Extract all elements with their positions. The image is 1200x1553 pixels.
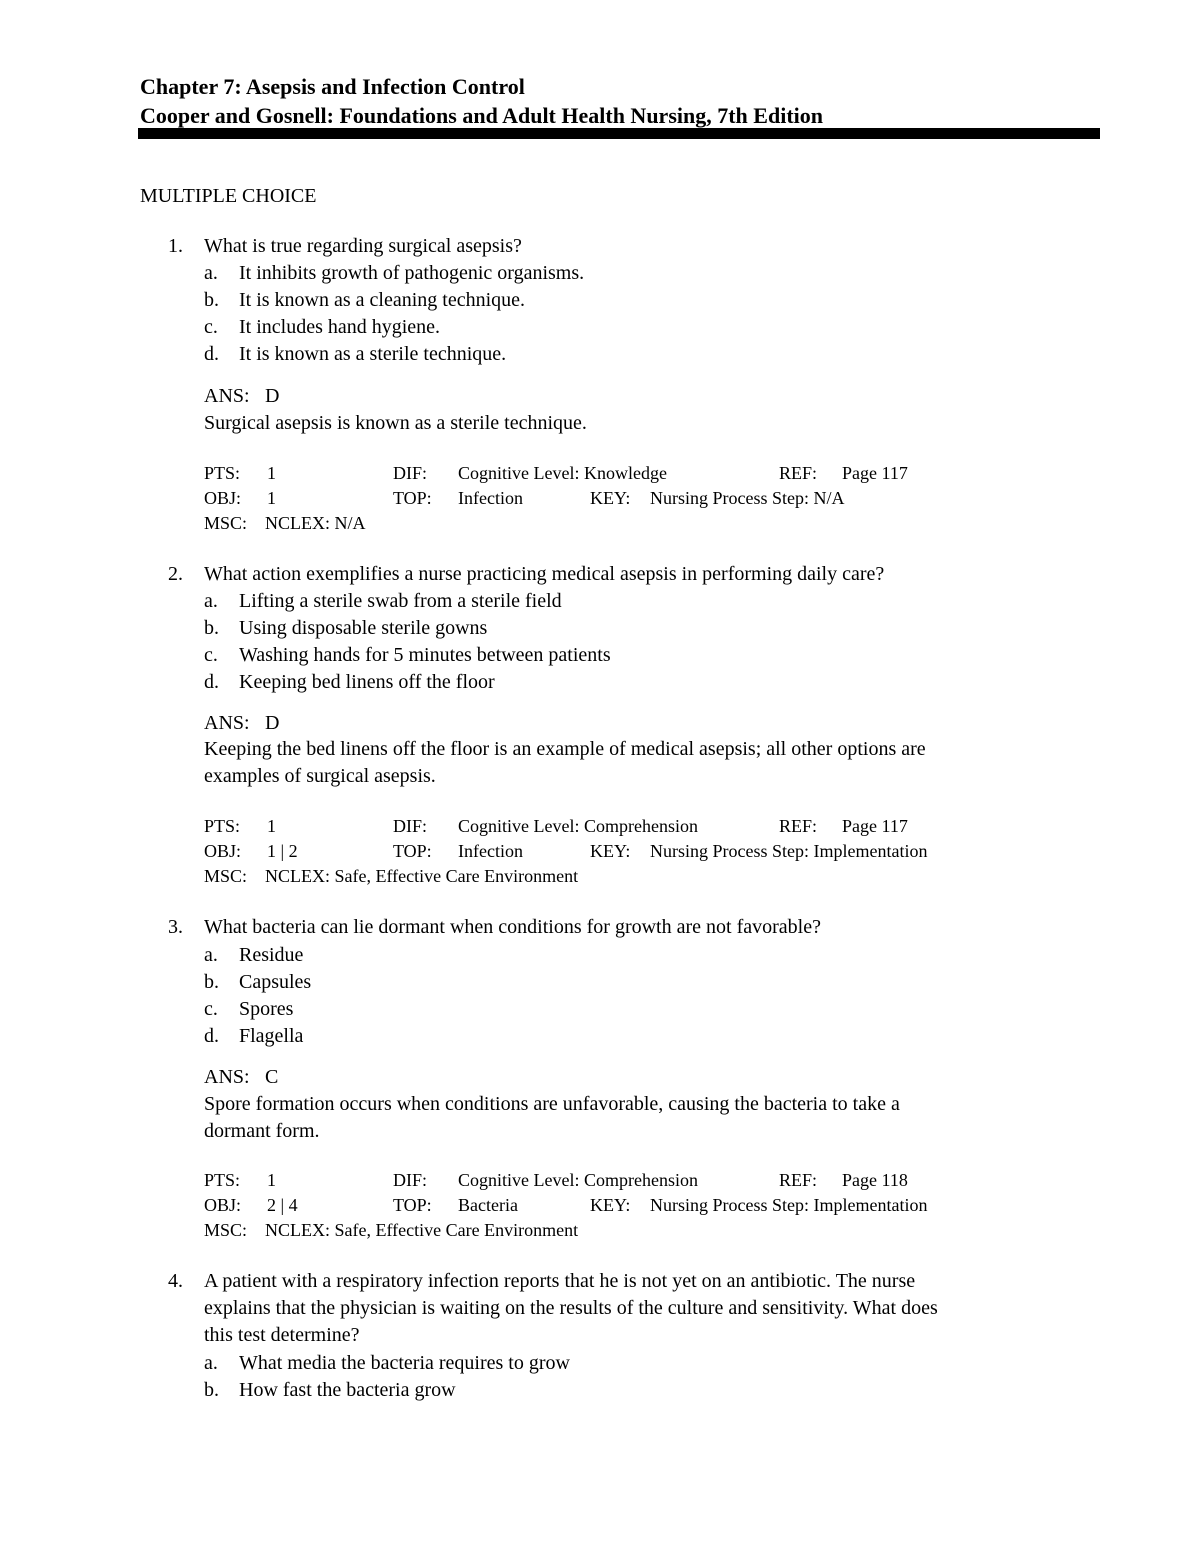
dif-label: DIF: bbox=[393, 463, 428, 483]
option-letter: c. bbox=[204, 316, 218, 338]
section-heading: MULTIPLE CHOICE bbox=[140, 185, 317, 207]
option-text: Lifting a sterile swab from a sterile field bbox=[239, 590, 562, 612]
obj-value: 2 | 4 bbox=[267, 1195, 298, 1215]
option-letter: a. bbox=[204, 590, 218, 612]
answer-value: D bbox=[265, 712, 280, 734]
option-letter: a. bbox=[204, 944, 218, 966]
option-text: Residue bbox=[239, 944, 304, 966]
option-letter: a. bbox=[204, 1352, 218, 1374]
option-text: Flagella bbox=[239, 1025, 304, 1047]
chapter-title: Chapter 7: Asepsis and Infection Control bbox=[140, 74, 525, 99]
option-text: It is known as a cleaning technique. bbox=[239, 289, 526, 311]
dif-value: Cognitive Level: Comprehension bbox=[458, 1170, 698, 1190]
obj-label: OBJ: bbox=[204, 488, 242, 508]
rationale-line: Spore formation occurs when conditions are unfavorable, causing the bacteria to take a bbox=[204, 1093, 900, 1115]
answer-value: D bbox=[265, 385, 280, 407]
top-label: TOP: bbox=[393, 488, 432, 508]
option-letter: b. bbox=[204, 289, 219, 311]
option-text: Washing hands for 5 minutes between patients bbox=[239, 644, 611, 666]
rationale-line: Keeping the bed linens off the floor is an example of medical asepsis; all other options are bbox=[204, 738, 926, 760]
msc-value: NCLEX: N/A bbox=[265, 513, 366, 533]
top-value: Infection bbox=[458, 841, 523, 861]
pts-value: 1 bbox=[267, 816, 276, 836]
question-number: 4. bbox=[168, 1270, 183, 1292]
option-letter: c. bbox=[204, 644, 218, 666]
option-text: It is known as a sterile technique. bbox=[239, 343, 507, 365]
answer-label: ANS: bbox=[204, 712, 250, 734]
question-stem: this test determine? bbox=[204, 1324, 360, 1346]
ref-value: Page 117 bbox=[842, 463, 908, 483]
top-label: TOP: bbox=[393, 1195, 432, 1215]
ref-label: REF: bbox=[779, 1170, 818, 1190]
msc-value: NCLEX: Safe, Effective Care Environment bbox=[265, 866, 579, 886]
book-title: Cooper and Gosnell: Foundations and Adult Health Nursing, 7th Edition bbox=[140, 103, 823, 128]
option-letter: c. bbox=[204, 998, 218, 1020]
dif-label: DIF: bbox=[393, 1170, 428, 1190]
top-value: Infection bbox=[458, 488, 523, 508]
option-text: Spores bbox=[239, 998, 294, 1020]
ref-label: REF: bbox=[779, 463, 818, 483]
top-label: TOP: bbox=[393, 841, 432, 861]
key-label: KEY: bbox=[590, 841, 631, 861]
dif-value: Cognitive Level: Knowledge bbox=[458, 463, 667, 483]
option-text: What media the bacteria requires to grow bbox=[239, 1352, 570, 1374]
pts-label: PTS: bbox=[204, 463, 241, 483]
question-stem: explains that the physician is waiting on the results of the culture and sensitivity. What does bbox=[204, 1297, 938, 1319]
key-value: Nursing Process Step: Implementation bbox=[650, 1195, 928, 1215]
dif-label: DIF: bbox=[393, 816, 428, 836]
option-letter: d. bbox=[204, 343, 219, 365]
header-rule bbox=[138, 128, 1100, 139]
question-number: 1. bbox=[168, 235, 183, 257]
key-value: Nursing Process Step: N/A bbox=[650, 488, 845, 508]
option-letter: d. bbox=[204, 671, 219, 693]
rationale-line: Surgical asepsis is known as a sterile technique. bbox=[204, 412, 587, 434]
question-stem: What is true regarding surgical asepsis? bbox=[204, 235, 522, 257]
top-value: Bacteria bbox=[458, 1195, 518, 1215]
pts-value: 1 bbox=[267, 1170, 276, 1190]
pts-label: PTS: bbox=[204, 1170, 241, 1190]
msc-label: MSC: bbox=[204, 513, 248, 533]
option-letter: d. bbox=[204, 1025, 219, 1047]
question-stem: What action exemplifies a nurse practicing medical asepsis in performing daily care? bbox=[204, 563, 885, 585]
option-text: Keeping bed linens off the floor bbox=[239, 671, 495, 693]
ref-value: Page 117 bbox=[842, 816, 908, 836]
option-text: How fast the bacteria grow bbox=[239, 1379, 456, 1401]
answer-label: ANS: bbox=[204, 385, 250, 407]
ref-label: REF: bbox=[779, 816, 818, 836]
msc-label: MSC: bbox=[204, 866, 248, 886]
obj-label: OBJ: bbox=[204, 841, 242, 861]
msc-label: MSC: bbox=[204, 1220, 248, 1240]
option-letter: b. bbox=[204, 617, 219, 639]
msc-value: NCLEX: Safe, Effective Care Environment bbox=[265, 1220, 579, 1240]
option-letter: b. bbox=[204, 971, 219, 993]
option-letter: b. bbox=[204, 1379, 219, 1401]
rationale-line: examples of surgical asepsis. bbox=[204, 765, 436, 787]
key-label: KEY: bbox=[590, 1195, 631, 1215]
key-label: KEY: bbox=[590, 488, 631, 508]
pts-label: PTS: bbox=[204, 816, 241, 836]
option-text: It includes hand hygiene. bbox=[239, 316, 441, 338]
answer-value: C bbox=[265, 1066, 279, 1088]
rationale-line: dormant form. bbox=[204, 1120, 320, 1142]
pts-value: 1 bbox=[267, 463, 276, 483]
question-stem: What bacteria can lie dormant when conditions for growth are not favorable? bbox=[204, 916, 821, 938]
question-number: 2. bbox=[168, 563, 183, 585]
obj-value: 1 bbox=[267, 488, 276, 508]
option-letter: a. bbox=[204, 262, 218, 284]
question-number: 3. bbox=[168, 916, 183, 938]
question-stem: A patient with a respiratory infection reports that he is not yet on an antibiotic. The nurse bbox=[204, 1270, 916, 1292]
option-text: It inhibits growth of pathogenic organisms. bbox=[239, 262, 585, 284]
dif-value: Cognitive Level: Comprehension bbox=[458, 816, 698, 836]
obj-value: 1 | 2 bbox=[267, 841, 298, 861]
key-value: Nursing Process Step: Implementation bbox=[650, 841, 928, 861]
option-text: Using disposable sterile gowns bbox=[239, 617, 488, 639]
ref-value: Page 118 bbox=[842, 1170, 908, 1190]
option-text: Capsules bbox=[239, 971, 312, 993]
answer-label: ANS: bbox=[204, 1066, 250, 1088]
obj-label: OBJ: bbox=[204, 1195, 242, 1215]
